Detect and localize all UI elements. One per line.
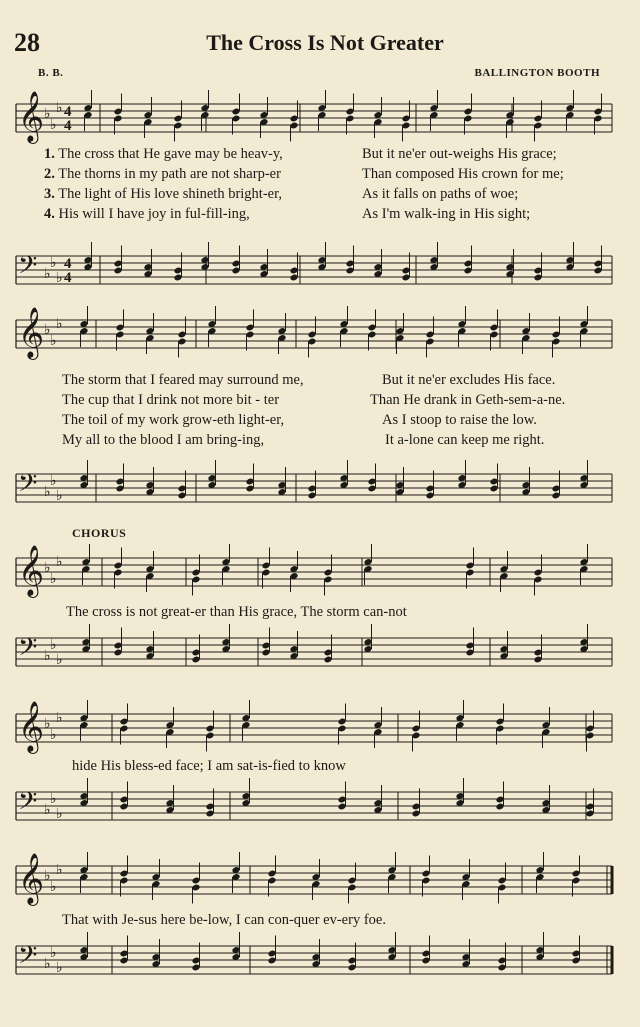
svg-text:♭: ♭: [44, 956, 51, 972]
svg-text:4: 4: [64, 270, 72, 286]
svg-text:4: 4: [64, 118, 72, 134]
svg-text:♭: ♭: [50, 637, 57, 653]
verse-2-line-2: The cup that I drink not more bit - ter: [62, 392, 280, 408]
system-2-bass-staff: [0, 456, 640, 526]
chorus-line-1: The cross is not great-er than His grace, The storm can-not: [66, 604, 407, 620]
verse-1-line-1-end: But it ne'er out-weighs His grace;: [362, 146, 557, 162]
hymn-number: 28: [14, 28, 40, 57]
svg-text:♭: ♭: [56, 862, 63, 878]
verse-2-line-2-end: Than He drank in Geth-sem-a-ne.: [370, 392, 566, 408]
system-2-treble-staff: [0, 306, 640, 366]
svg-text:♭: ♭: [44, 648, 51, 664]
svg-text:♭: ♭: [50, 879, 57, 895]
svg-text:𝄢: 𝄢: [18, 941, 38, 976]
verse-1-line-2-end: But it ne'er excludes His face.: [382, 372, 556, 388]
svg-text:♭: ♭: [44, 802, 51, 818]
svg-text:4: 4: [64, 104, 72, 120]
svg-text:♭: ♭: [56, 554, 63, 570]
svg-text:♭: ♭: [50, 571, 57, 587]
verse-2-line-1: 2. The thorns in my path are not sharp-er: [44, 166, 281, 182]
chorus-2-bass-staff: [0, 776, 640, 846]
svg-text:♭: ♭: [44, 560, 51, 576]
svg-text:♭: ♭: [56, 270, 63, 286]
svg-text:♭: ♭: [44, 322, 51, 338]
svg-text:𝄢: 𝄢: [18, 251, 38, 286]
svg-text:𝄞: 𝄞: [18, 701, 45, 752]
system-1-bass-staff: [0, 232, 640, 302]
music-credit: BALLINGTON BOOTH: [474, 67, 600, 79]
svg-text:♭: ♭: [50, 727, 57, 743]
svg-text:𝄢: 𝄢: [18, 633, 38, 668]
chorus-2-treble-staff: [0, 700, 640, 760]
svg-text:𝄞: 𝄞: [18, 545, 45, 596]
svg-text:♭: ♭: [56, 652, 63, 668]
system-1-treble-staff: [0, 84, 640, 144]
chorus-line-3: That with Je-sus here be-low, I can con-quer ev-ery foe.: [62, 912, 386, 928]
verse-2-line-1-end: Than composed His crown for me;: [362, 166, 564, 182]
svg-text:♭: ♭: [50, 473, 57, 489]
svg-text:♭: ♭: [44, 716, 51, 732]
svg-text:𝄢: 𝄢: [18, 787, 38, 822]
verse-3-line-1-end: As it falls on paths of woe;: [362, 186, 519, 202]
svg-text:♭: ♭: [50, 945, 57, 961]
svg-text:𝄢: 𝄢: [18, 469, 38, 504]
verse-3-line-1: 3. The light of His love shineth bright-er,: [44, 186, 282, 202]
chorus-1-bass-staff: [0, 622, 640, 692]
svg-text:♭: ♭: [56, 488, 63, 504]
svg-text:♭: ♭: [50, 117, 57, 133]
svg-text:𝄞: 𝄞: [18, 91, 45, 142]
svg-text:♭: ♭: [56, 960, 63, 976]
verse-4-line-1-end: As I'm walk-ing in His sight;: [362, 206, 531, 222]
chorus-1-treble-staff: [0, 544, 640, 604]
svg-text:♭: ♭: [56, 100, 63, 116]
hymn-title: The Cross Is Not Greater: [206, 30, 444, 55]
verse-3-line-2-end: As I stoop to raise the low.: [382, 412, 537, 428]
svg-text:♭: ♭: [56, 806, 63, 822]
svg-text:♭: ♭: [50, 791, 57, 807]
verse-3-line-2: The toil of my work grow-eth light-er,: [62, 412, 285, 428]
verse-4-line-2-end: It a-lone can keep me right.: [385, 432, 545, 448]
svg-text:♭: ♭: [44, 868, 51, 884]
verse-4-line-1: 4. His will I have joy in ful-fill-ing,: [44, 206, 250, 222]
verse-1-line-1: 1. The cross that He gave may be heav-y,: [44, 146, 283, 162]
svg-text:♭: ♭: [44, 106, 51, 122]
svg-text:♭: ♭: [44, 266, 51, 282]
chorus-label: CHORUS: [72, 526, 127, 540]
svg-text:♭: ♭: [44, 484, 51, 500]
svg-text:♭: ♭: [56, 710, 63, 726]
svg-text:♭: ♭: [56, 316, 63, 332]
chorus-3-treble-staff: [0, 852, 640, 912]
chorus-3-bass-staff: [0, 930, 640, 1000]
chorus-line-2: hide His bless-ed face; I am sat-is-fied to know: [72, 758, 346, 774]
svg-text:4: 4: [64, 256, 72, 272]
words-credit: B. B.: [38, 67, 64, 79]
svg-text:♭: ♭: [50, 255, 57, 271]
verse-1-line-2: The storm that I feared may surround me,: [62, 372, 304, 388]
svg-text:♭: ♭: [50, 333, 57, 349]
verse-4-line-2: My all to the blood I am bring-ing,: [62, 432, 265, 448]
svg-text:𝄞: 𝄞: [18, 307, 45, 358]
svg-text:𝄞: 𝄞: [18, 853, 45, 904]
